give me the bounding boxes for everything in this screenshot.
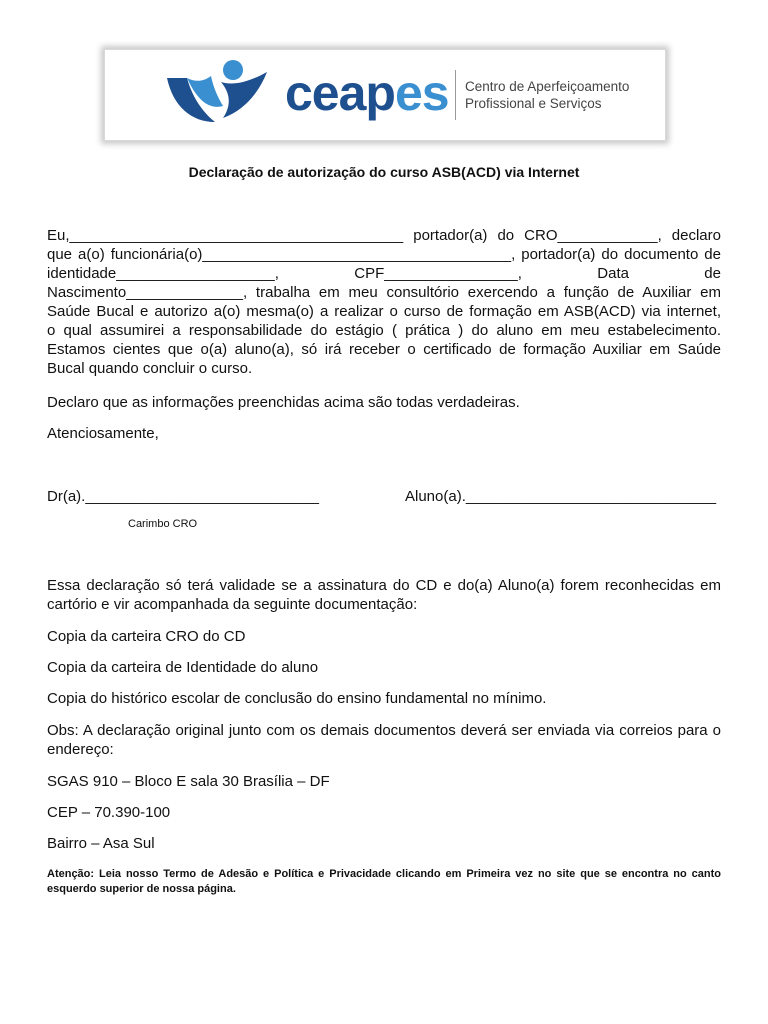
brand-wordmark: ceapes xyxy=(285,65,449,121)
document-item-school-record: Copia do histórico escolar de conclusão do ensino fundamental no mínimo. xyxy=(47,690,547,707)
address-street: SGAS 910 – Bloco E sala 30 Brasília – DF xyxy=(47,773,330,790)
truth-statement: Declaro que as informações preenchidas acima são todas verdadeiras. xyxy=(47,394,520,411)
document-title: Declaração de autorização do curso ASB(ACD) via Internet xyxy=(188,164,580,180)
closing-salutation: Atenciosamente, xyxy=(47,425,159,442)
declaration-paragraph: Eu,________________________________________ portador(a) do CRO____________, declaro que a(o) funcionária(o)_____________________________________, portador(a) do documento de identidade___________________, CPF________________, Data de Nascimento______________, trabalha em meu consultório exercendo a função de Auxiliar em Saúde Bucal e autorizo a(o) mesma(o) a realizar o curso de formação em ASB(ACD) via internet, o qual assumirei a responsabilidade do estágio ( prática ) do aluno em meu estabelecimento. Estamos cientes que o(a) aluno(a), só irá receber o certificado de formação Auxiliar em Saúde Bucal quando concluir o curso. xyxy=(47,227,721,377)
address-cep: CEP – 70.390-100 xyxy=(47,804,171,821)
brand-tagline: Centro de Aperfeiçoamento Profissional e Serviços xyxy=(465,79,630,111)
dentist-signature-line: Dr(a).____________________________ xyxy=(47,488,319,505)
document-item-cro: Copia da carteira CRO do CD xyxy=(47,628,246,645)
obs-note: Obs: A declaração original junto com os demais documentos deverá ser enviada via correios para o endereço: xyxy=(47,722,721,758)
logo-banner xyxy=(104,49,666,141)
validity-note: Essa declaração só terá validade se a assinatura do CD e do(a) Aluno(a) forem reconhecidas em cartório e vir acompanhada da seguinte documentação: xyxy=(47,577,721,613)
student-signature-line: Aluno(a).______________________________ xyxy=(405,488,717,505)
document-item-identity: Copia da carteira de Identidade do aluno xyxy=(47,659,319,676)
address-district: Bairro – Asa Sul xyxy=(47,835,155,852)
stamp-label: Carimbo CRO xyxy=(128,518,198,530)
ceapes-logo-icon xyxy=(163,56,275,134)
brand-divider xyxy=(455,70,456,120)
attention-note: Atenção: Leia nosso Termo de Adesão e Política e Privacidade clicando em Primeira vez no site que se encontra no canto esquerdo superior de nossa página. xyxy=(47,868,721,895)
